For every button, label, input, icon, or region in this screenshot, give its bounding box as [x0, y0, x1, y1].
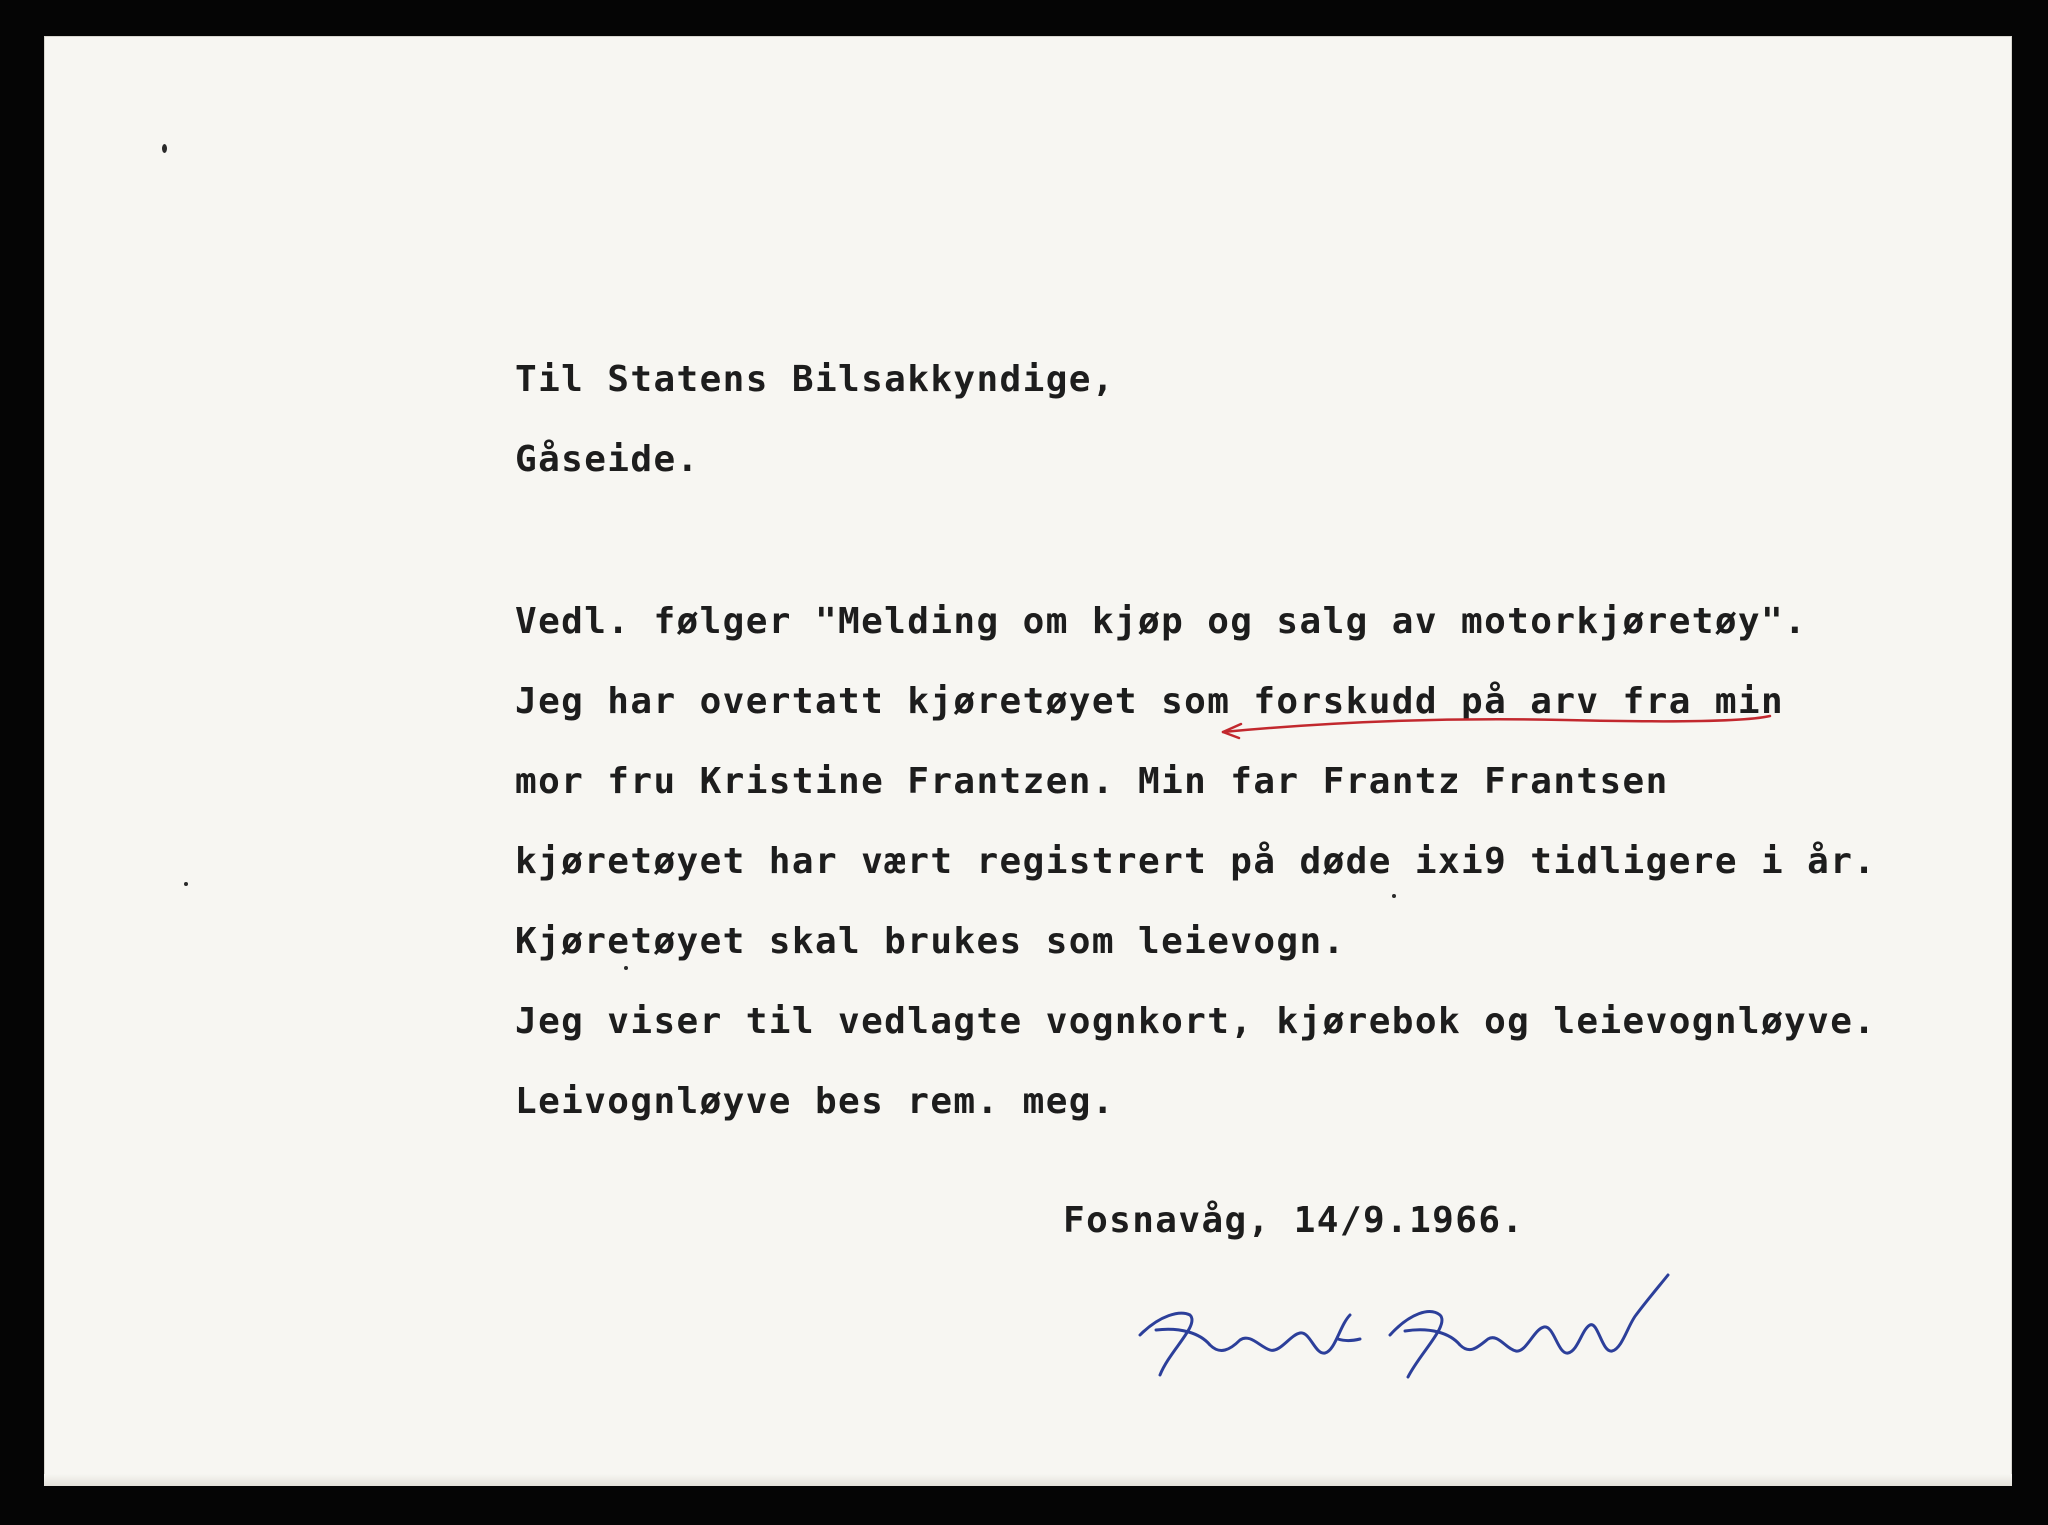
body-line: Kjøretøyet skal brukes som leievogn. [515, 921, 1346, 962]
body-line: Jeg viser til vedlagte vognkort, kjørebok og leievognløyve. [515, 1001, 1877, 1042]
body-line: Jeg har overtatt kjøretøyet som forskudd på arv fra min [515, 681, 1785, 722]
paper-speck [184, 882, 188, 886]
recipient-line: Til Statens Bilsakkyndige, [515, 359, 1115, 400]
paper-speck [624, 966, 628, 970]
body-line: kjøretøyet har vært registrert på døde ixi9 tidligere i år. [515, 841, 1877, 882]
paper-speck [1392, 894, 1396, 898]
body-line: mor fru Kristine Frantzen. Min far Frantz Frantsen [515, 761, 1669, 802]
body-line: Leivognløyve bes rem. meg. [515, 1081, 1115, 1122]
handwritten-signature [1120, 1255, 1680, 1405]
body-line: Vedl. følger "Melding om kjøp og salg av motorkjøretøy". [515, 601, 1808, 642]
recipient-place: Gåseide. [515, 439, 700, 480]
paper-speck [162, 144, 167, 153]
red-correction-underline [1215, 702, 1775, 742]
place-date: Fosnavåg, 14/9.1966. [1063, 1200, 1525, 1241]
